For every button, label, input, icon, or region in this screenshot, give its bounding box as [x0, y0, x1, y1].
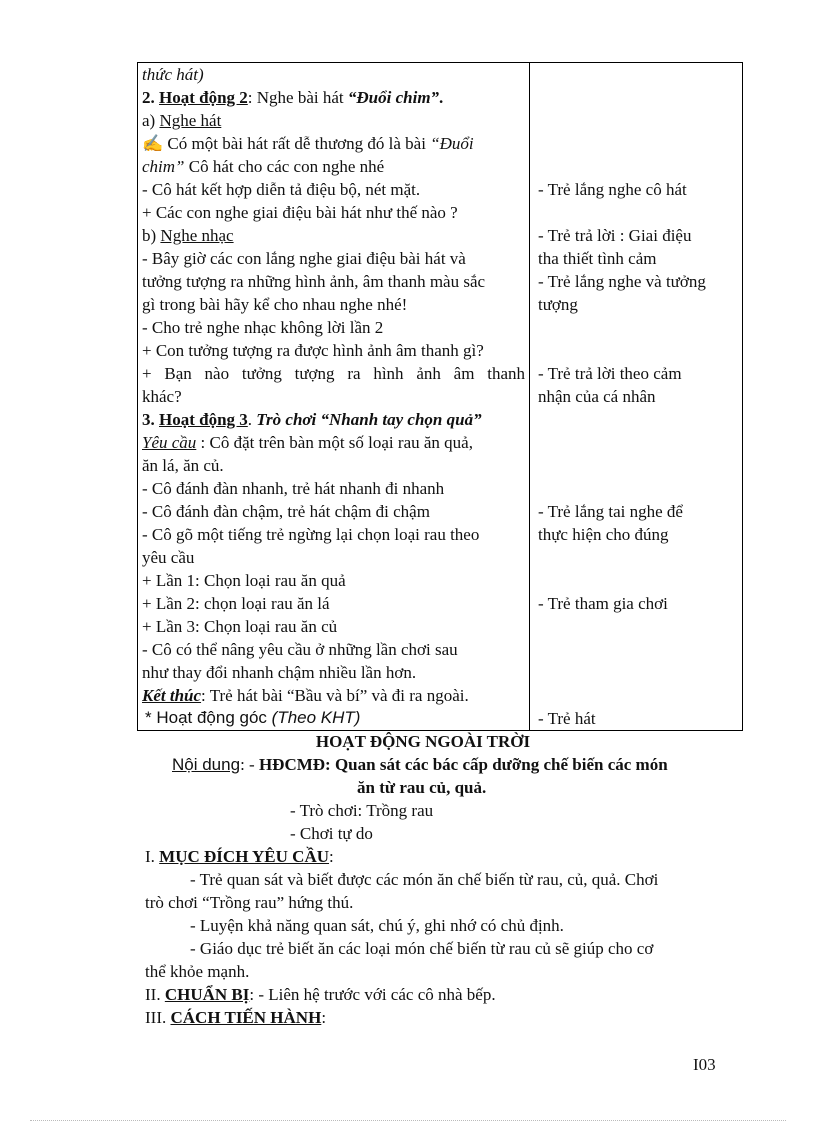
blank-line	[538, 431, 738, 454]
song-title: chim”	[142, 157, 185, 176]
line-text: + Lần 3: Chọn loại rau ăn củ	[142, 617, 338, 636]
content-main-1: HĐCMĐ: Quan sát các bác cấp dưỡng chế biến các món	[258, 755, 668, 774]
outdoor-title: HOẠT ĐỘNG NGOÀI TRỜI	[315, 732, 531, 751]
line-text: yêu cầu	[142, 548, 195, 567]
heading-text: : Nghe bài hát	[247, 88, 348, 107]
section-1-para-2: - Luyện khả năng quan sát, chú ý, ghi nhớ có chủ định.	[190, 916, 564, 935]
content-line-1	[172, 753, 668, 776]
child-response: - Trẻ trả lời theo cảm	[538, 364, 682, 383]
activity-label: Hoạt động 3	[159, 410, 248, 429]
line-text: : Trẻ hát bài “Bầu và bí” và đi ra ngoài.	[201, 686, 469, 705]
child-activity-column	[530, 63, 743, 731]
requirement-label: Yêu cầu	[142, 433, 197, 452]
section-1-para-3b: thể khỏe mạnh.	[145, 962, 250, 981]
left-line: + Bạn nào tưởng tượng ra hình ảnh âm thanh	[142, 364, 525, 383]
section-1-number: I.	[145, 847, 160, 866]
line-text: gì trong bài hãy kể cho nhau nghe nhé!	[142, 295, 408, 314]
activity-title: Trò chơi “Nhanh tay chọn quả”	[256, 410, 482, 429]
line-text: + Lần 2: chọn loại rau ăn lá	[142, 594, 330, 613]
sub-label: Nghe hát	[159, 111, 222, 130]
child-response: - Trẻ lắng nghe và tưởng	[538, 272, 706, 291]
blank-line	[538, 638, 738, 661]
child-response: nhận của cá nhân	[538, 387, 656, 406]
left-line	[142, 500, 525, 523]
blank-line	[538, 109, 738, 132]
line-text: - Bây giờ các con lắng nghe giai điệu bài hát và	[142, 249, 466, 268]
left-line	[142, 638, 525, 661]
heading-number: 2.	[142, 88, 159, 107]
left-line	[142, 293, 525, 316]
left-line	[142, 132, 525, 155]
left-line	[142, 63, 525, 86]
line-text: + Lần 1: Chọn loại rau ăn quả	[142, 571, 346, 590]
line-text: : Cô đặt trên bàn một số loại rau ăn quả,	[196, 433, 473, 452]
blank-line	[538, 132, 738, 155]
line-text: ăn lá, ăn củ.	[142, 456, 224, 475]
left-line	[142, 661, 525, 684]
blank-line	[538, 684, 738, 707]
line-text: tưởng tượng ra những hình ảnh, âm thanh màu sắc	[142, 272, 486, 291]
left-line	[142, 684, 525, 707]
child-response: - Trẻ lắng tai nghe để	[538, 502, 683, 521]
writing-hand-icon: ✍	[142, 134, 164, 153]
blank-line	[538, 155, 738, 178]
page-number: I03	[693, 1055, 716, 1074]
sub-label: Nghe nhạc	[160, 226, 234, 245]
left-line	[142, 615, 525, 638]
section-3-colon: :	[321, 1008, 327, 1027]
line-text: - Cô hát kết hợp diễn tả điệu bộ, nét mặt.	[142, 180, 421, 199]
line-text: thức hát)	[142, 65, 204, 84]
left-line	[142, 316, 525, 339]
section-2-text: : - Liên hệ trước với các cô nhà bếp.	[249, 985, 496, 1004]
section-3-line	[145, 1006, 326, 1029]
left-line	[142, 86, 525, 109]
line-text: - Cô gõ một tiếng trẻ ngừng lại chọn loại rau theo	[142, 525, 480, 544]
content-item-game: - Trò chơi: Trồng rau	[290, 801, 434, 820]
section-2-number: II.	[145, 985, 165, 1004]
child-response: tượng	[538, 295, 578, 314]
left-line	[142, 523, 525, 546]
left-line	[142, 408, 525, 431]
content-item-free-play: - Chơi tự do	[290, 824, 373, 843]
blank-line	[538, 569, 738, 592]
blank-line	[538, 316, 738, 339]
section-2-line	[145, 983, 496, 1006]
blank-line	[538, 201, 738, 224]
left-line	[142, 247, 525, 270]
left-line	[142, 385, 525, 408]
section-1-para-1b: trò chơi “Trồng rau” hứng thú.	[145, 893, 354, 912]
left-line	[142, 155, 525, 178]
footer-divider	[30, 1120, 786, 1121]
content-main-2: ăn từ rau củ, quả.	[357, 778, 487, 797]
line-text: - Cô đánh đàn chậm, trẻ hát chậm đi chậm	[142, 502, 430, 521]
section-1-colon: :	[329, 847, 334, 866]
heading-end: .	[439, 88, 444, 107]
teacher-activity-column	[138, 63, 530, 731]
blank-line	[538, 477, 738, 500]
line-text: + Con tưởng tượng ra được hình ảnh âm thanh gì?	[142, 341, 484, 360]
child-response: thực hiện cho đúng	[538, 525, 669, 544]
line-text: - Cho trẻ nghe nhạc không lời lần 2	[142, 318, 384, 337]
child-response: - Trẻ tham gia chơi	[538, 594, 668, 613]
line-text: Có một bài hát rất dễ thương đó là bài	[163, 134, 431, 153]
left-line	[142, 592, 525, 615]
heading-text: .	[247, 410, 257, 429]
sub-prefix: a)	[142, 111, 160, 130]
line-text: Cô hát cho các con nghe nhé	[184, 157, 385, 176]
left-line	[142, 339, 525, 362]
corner-activity-note: (Theo KHT)	[271, 708, 361, 727]
section-2-title: CHUẨN BỊ	[164, 985, 250, 1004]
left-line	[142, 178, 525, 201]
child-response: - Trẻ lắng nghe cô hát	[538, 180, 687, 199]
blank-line	[538, 454, 738, 477]
line-text: - Cô có thể nâng yêu cầu ở những lần chơi sau	[142, 640, 458, 659]
section-1-heading	[145, 845, 334, 868]
line-text: - Cô đánh đàn nhanh, trẻ hát nhanh đi nhanh	[142, 479, 445, 498]
line-text: khác?	[142, 387, 182, 406]
left-line	[142, 454, 525, 477]
left-line	[142, 270, 525, 293]
blank-line	[538, 408, 738, 431]
section-3-number: III.	[145, 1008, 171, 1027]
left-line	[142, 546, 525, 569]
child-response: - Trẻ trả lời : Giai điệu	[538, 226, 692, 245]
left-line	[142, 431, 525, 454]
blank-line	[538, 546, 738, 569]
blank-line	[538, 63, 738, 86]
heading-number: 3.	[142, 410, 159, 429]
sub-prefix: b)	[142, 226, 161, 245]
child-response: - Trẻ hát	[538, 709, 596, 728]
corner-activity-label: * Hoạt động góc	[145, 708, 267, 727]
ending-label: Kết thúc	[142, 686, 202, 705]
line-text: + Các con nghe giai điệu bài hát như thế nào ?	[142, 203, 458, 222]
section-1-para-1a: - Trẻ quan sát và biết được các món ăn chế biến từ rau, củ, quả. Chơi	[190, 870, 659, 889]
lesson-table	[137, 62, 743, 731]
left-line	[142, 569, 525, 592]
blank-line	[538, 339, 738, 362]
line-text: như thay đổi nhanh chậm nhiều lần hơn.	[142, 663, 417, 682]
left-line	[142, 109, 525, 132]
child-response: tha thiết tình cảm	[538, 249, 657, 268]
blank-line	[538, 615, 738, 638]
section-1-title: MỤC ĐÍCH YÊU CẦU	[159, 847, 330, 866]
left-line	[142, 224, 525, 247]
content-separator: : -	[240, 755, 259, 774]
table-row	[138, 63, 743, 731]
section-3-title: CÁCH TIẾN HÀNH	[170, 1008, 322, 1027]
section-1-para-3a: - Giáo dục trẻ biết ăn các loại món chế biến từ rau củ sẽ giúp cho cơ	[190, 939, 654, 958]
activity-title: “Đuổi chim”	[347, 88, 440, 107]
blank-line	[538, 661, 738, 684]
activity-label: Hoạt động 2	[159, 88, 248, 107]
content-label: Nội dung	[172, 755, 241, 774]
blank-line	[538, 86, 738, 109]
song-title: “Đuổi	[430, 134, 474, 153]
left-line	[142, 477, 525, 500]
corner-activity-line	[145, 706, 360, 729]
left-line	[142, 201, 525, 224]
